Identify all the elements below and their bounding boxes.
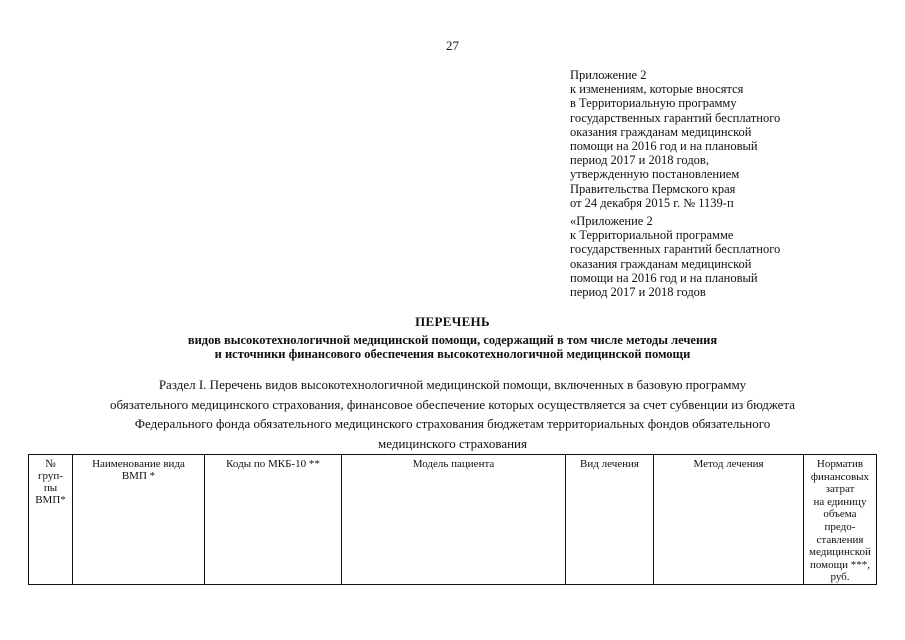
section-line: обязательного медицинского страхования, финансовое обеспечение которых осуществляется за счет субвенции из бюджета <box>109 396 796 412</box>
appendix-line: период 2017 и 2018 годов <box>570 285 706 300</box>
section-line: медицинского страхования <box>378 435 527 451</box>
vmp-table <box>28 454 877 585</box>
section-line: Раздел I. Перечень видов высокотехнологичной медицинской помощи, включенных в базовую программу <box>158 377 747 392</box>
appendix-line: оказания гражданам медицинской <box>570 124 752 139</box>
subtitle-line: и источники финансового обеспечения высокотехнологичной медицинской помощи <box>214 346 691 361</box>
header-icd-codes: Коды по МКБ-10 ** <box>205 455 342 585</box>
appendix-line: к изменениям, которые вносятся <box>570 82 744 97</box>
document-title: ПЕРЕЧЕНЬ <box>415 314 490 329</box>
header-cost-norm: Норматив финансовых затрат на единицу объема предо- ставления медицинской помощи ***, руб. <box>804 455 877 585</box>
document-subtitle <box>0 334 905 361</box>
appendix-line: оказания гражданам медицинской <box>570 256 752 271</box>
header-treatment-method: Метод лечения <box>654 455 804 585</box>
appendix-line: государственных гарантий бесплатного <box>570 110 781 125</box>
appendix-line: Приложение 2 <box>570 68 647 82</box>
appendix-line: к Территориальной программе <box>570 228 734 243</box>
appendix-line: Правительства Пермского края <box>570 181 736 196</box>
appendix-line: утвержденную постановлением <box>570 167 740 182</box>
appendix-line: «Приложение 2 <box>570 214 653 228</box>
header-group-no: № груп- пы ВМП* <box>29 455 73 585</box>
appendix-line: государственных гарантий бесплатного <box>570 242 781 257</box>
header-patient-model: Модель пациента <box>342 455 566 585</box>
appendix-line: период 2017 и 2018 годов, <box>570 153 709 168</box>
header-vmp-name: Наименование вида ВМП * <box>73 455 205 585</box>
subtitle-line: видов высокотехнологичной медицинской помощи, содержащий в том числе методы лечения <box>187 333 718 347</box>
appendix-amendment-block <box>570 68 890 210</box>
section-line: Федерального фонда обязательного медицинского страхования бюджетам территориальных фондов обязательного <box>134 416 771 431</box>
appendix-line: помощи на 2016 год и на плановый <box>570 270 758 285</box>
appendix-line: помощи на 2016 год и на плановый <box>570 139 758 154</box>
header-treatment-type: Вид лечения <box>566 455 654 585</box>
page-number: 27 <box>446 38 459 53</box>
appendix-line: в Территориальную программу <box>570 96 737 111</box>
table-header-row <box>29 455 877 585</box>
appendix-original-block <box>570 214 890 299</box>
section-heading <box>0 375 905 453</box>
appendix-line: от 24 декабря 2015 г. № 1139-п <box>570 195 734 210</box>
